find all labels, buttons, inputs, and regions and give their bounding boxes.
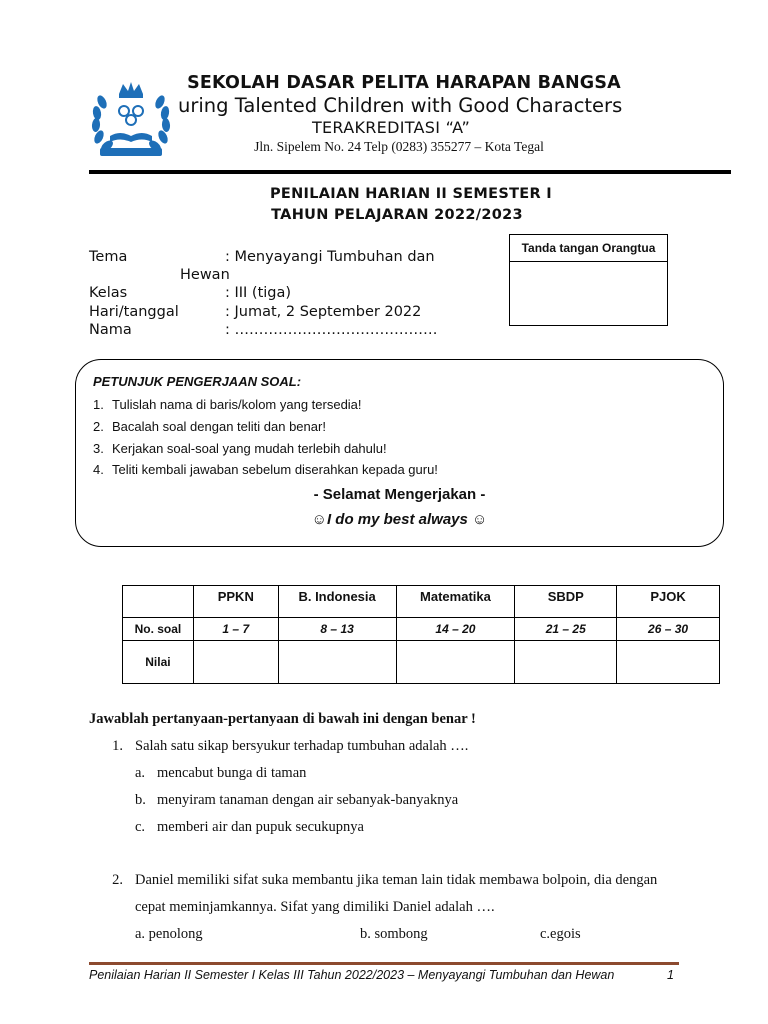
column-header: PPKN — [193, 586, 278, 618]
column-header: SBDP — [515, 586, 617, 618]
instructions-box — [75, 359, 724, 547]
info-row-date — [89, 303, 422, 321]
class-label: Kelas — [89, 285, 128, 302]
info-row-name — [89, 321, 438, 339]
option-letter: a. — [135, 765, 146, 781]
instruction-item: 1. Tulislah nama di baris/kolom yang tersedia! — [93, 397, 362, 412]
table-row-question-numbers — [123, 618, 720, 641]
name-field[interactable]: : …………………………………… — [225, 321, 438, 338]
option-letter: b. — [135, 792, 146, 808]
theme-value: : Menyayangi Tumbuhan dan — [225, 249, 435, 265]
table-cell: 1 – 7 — [193, 618, 278, 641]
column-header: PJOK — [617, 586, 720, 618]
table-cell: 21 – 25 — [515, 618, 617, 641]
row-label: Nilai — [123, 641, 194, 684]
option-a[interactable]: a. penolong — [135, 926, 203, 942]
school-tagline: uring Talented Children with Good Characters — [178, 94, 623, 117]
parent-signature-box — [509, 234, 668, 326]
question-text: Salah satu sikap bersyukur terhadap tumbuhan adalah …. — [135, 738, 469, 754]
date-label: Hari/tanggal — [89, 303, 179, 320]
instructions-list — [93, 397, 438, 484]
accreditation: TERAKREDITASI “A” — [311, 118, 471, 137]
score-table-corner — [123, 586, 194, 618]
option-text[interactable]: memberi air dan pupuk secukupnya — [157, 819, 364, 835]
header-divider — [89, 170, 731, 174]
footer-text: Penilaian Harian II Semester I Kelas III Tahun 2022/2023 – Menyayangi Tumbuhan dan Hewan — [89, 968, 615, 982]
score-table — [122, 585, 720, 684]
school-address: Jln. Sipelem No. 24 Telp (0283) 355277 – Kota Tegal — [254, 139, 544, 154]
table-row-scores — [123, 641, 720, 684]
table-cell: 14 – 20 — [396, 618, 515, 641]
date-value: : Jumat, 2 September 2022 — [225, 303, 422, 320]
theme-label: Tema — [89, 249, 128, 265]
question-text-continued: cepat meminjamkannya. Sifat yang dimiliki Daniel adalah …. — [135, 899, 495, 915]
page-number: 1 — [667, 968, 674, 982]
info-row-theme — [89, 248, 435, 266]
score-cell[interactable] — [396, 641, 515, 684]
row-label: No. soal — [123, 618, 194, 641]
question-number: 2. — [112, 872, 123, 888]
name-label: Nama — [89, 321, 132, 338]
exam-title: PENILAIAN HARIAN II SEMESTER I — [269, 186, 552, 202]
option-text[interactable]: mencabut bunga di taman — [157, 765, 307, 781]
theme-value-continued: Hewan — [180, 267, 230, 284]
option-c[interactable]: c.egois — [540, 926, 581, 942]
table-cell: 26 – 30 — [617, 618, 720, 641]
instructions-heading: PETUNJUK PENGERJAAN SOAL: — [93, 374, 302, 389]
instruction-item: 4. Teliti kembali jawaban sebelum diserahkan kepada guru! — [93, 462, 438, 478]
questions-directive: Jawablah pertanyaan-pertanyaan di bawah ini dengan benar ! — [89, 711, 476, 727]
score-cell[interactable] — [617, 641, 720, 684]
option-b[interactable]: b. sombong — [360, 926, 428, 942]
table-cell: 8 – 13 — [278, 618, 396, 641]
student-info — [89, 248, 438, 339]
instruction-item: 3. Kerjakan soal-soal yang mudah terlebih dahulu! — [93, 440, 387, 456]
score-cell[interactable] — [515, 641, 617, 684]
question-text: Daniel memiliki sifat suka membantu jika teman lain tidak membawa bolpoin, dia dengan — [135, 872, 658, 888]
parent-signature-area[interactable] — [510, 262, 667, 325]
score-cell[interactable] — [193, 641, 278, 684]
exam-year: TAHUN PELAJARAN 2022/2023 — [271, 207, 523, 223]
closing-motto: ☺I do my best always ☺ — [311, 511, 488, 528]
instruction-item: 2. Bacalah soal dengan teliti dan benar! — [93, 418, 326, 434]
closing-greeting: - Selamat Mengerjakan - — [313, 486, 486, 503]
parent-signature-label: Tanda tangan Orangtua — [510, 235, 667, 262]
column-header: Matematika — [396, 586, 515, 618]
option-letter: c. — [135, 819, 146, 835]
info-row-class — [89, 284, 292, 302]
option-text[interactable]: menyiram tanaman dengan air sebanyak-banyaknya — [157, 792, 459, 808]
score-cell[interactable] — [278, 641, 396, 684]
score-table-header — [123, 586, 720, 618]
footer-divider — [89, 962, 679, 965]
column-header: B. Indonesia — [278, 586, 396, 618]
class-value: : III (tiga) — [225, 285, 292, 302]
school-name: SEKOLAH DASAR PELITA HARAPAN BANGSA — [187, 73, 621, 93]
question-number: 1. — [112, 738, 123, 754]
